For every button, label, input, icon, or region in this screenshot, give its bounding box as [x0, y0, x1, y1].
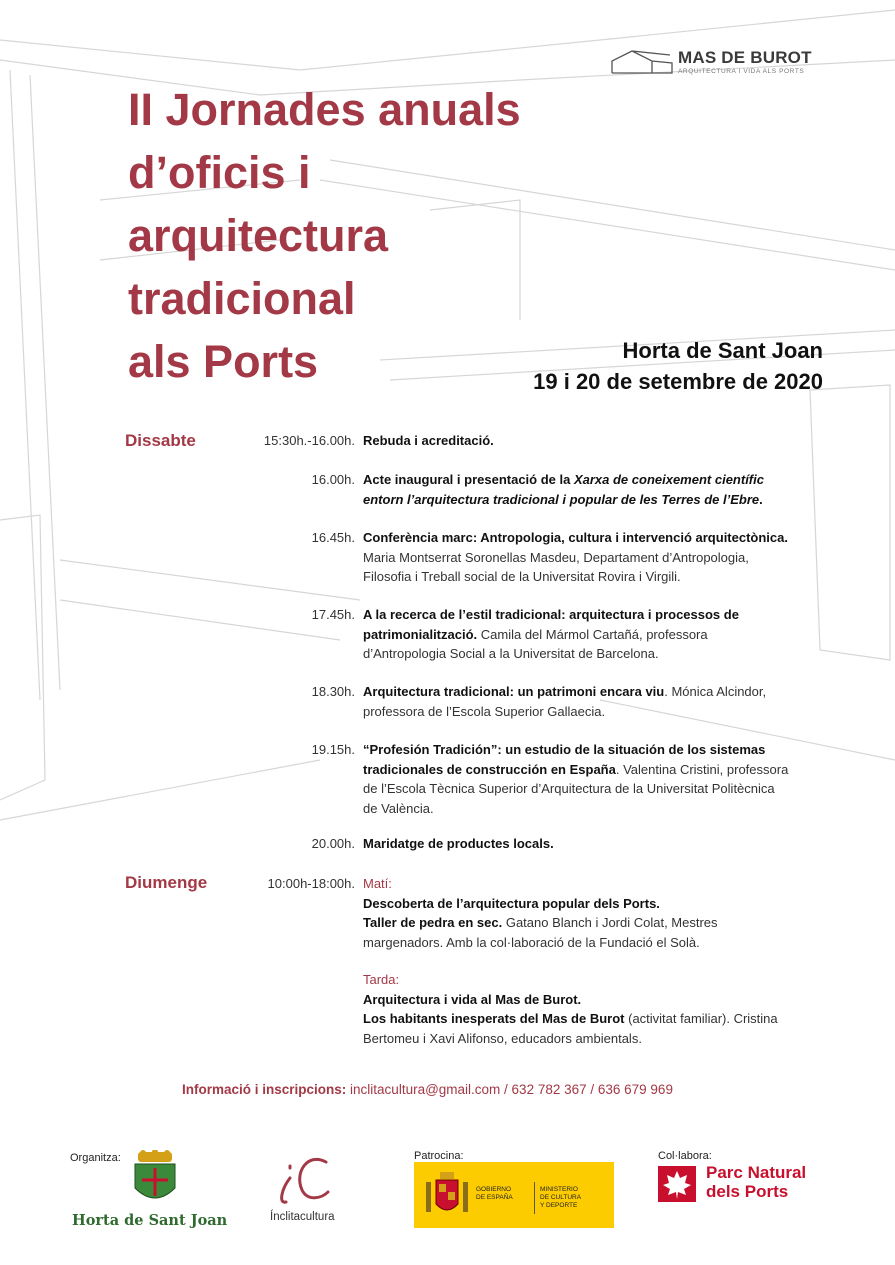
- gov-text-2: MINISTERIO DE CULTURA Y DEPORTE: [540, 1186, 582, 1209]
- house-icon: [610, 45, 674, 75]
- item-title: patrimonialització.: [363, 626, 478, 642]
- day-sunday: Diumenge: [125, 873, 208, 892]
- item-title: Descoberta de l’arquitectura popular dels Ports.: [363, 895, 660, 911]
- gobierno-espana-logo: [414, 1162, 614, 1228]
- item-detail: . Mónica Alcindor,: [664, 684, 767, 699]
- contact-info[interactable]: inclitacultura@gmail.com / 632 782 367 / 636 679 969: [350, 1082, 673, 1097]
- program-item: [363, 834, 823, 854]
- item-detail: Gatano Blanch i Jordi Colat, Mestres: [502, 915, 718, 930]
- item-title: Conferència marc: Antropologia, cultura i intervenció arquitectònica.: [363, 530, 788, 545]
- item-title: “Profesión Tradición”: un estudio de la situación de los sistemas: [363, 742, 766, 757]
- title-line: tradicional: [128, 273, 356, 324]
- item-detail: margenadors. Amb la col·laboració de la Fundació el Solà.: [363, 934, 700, 950]
- item-detail: professora de l’Escola Superior Gallaecia.: [363, 703, 606, 719]
- item-time: 20.00h.: [311, 836, 355, 851]
- horta-name: Horta de Sant Joan: [72, 1212, 228, 1229]
- parc-natural-logo: [657, 1163, 827, 1205]
- item-title: Arquitectura i vida al Mas de Burot.: [363, 991, 582, 1007]
- organitza-label: Organitza:: [70, 1152, 121, 1164]
- item-title-italic: entorn l’arquitectura tradicional i popular de les Terres de l’Ebre: [363, 491, 760, 507]
- program-item: [363, 605, 823, 664]
- parc-name-2: dels Ports: [706, 1182, 789, 1201]
- item-detail: de l’Escola Tècnica Superior d’Arquitectura de la Universitat Politècnica: [363, 781, 775, 796]
- item-time: 16.00h.: [311, 472, 355, 487]
- program-item: [363, 682, 823, 721]
- item-title-end: .: [759, 491, 763, 507]
- title-line: als Ports: [128, 336, 319, 387]
- item-time: 19.15h.: [311, 742, 355, 757]
- program-item: [363, 740, 823, 818]
- program-item: [363, 874, 823, 952]
- day-saturday: Dissabte: [125, 431, 196, 450]
- program-item: [363, 970, 823, 1048]
- item-detail: Camila del Mármol Cartañá, professora: [477, 626, 708, 642]
- program-item: [363, 528, 823, 587]
- item-time: 10:00h-18:00h.: [267, 876, 355, 891]
- event-place: Horta de Sant Joan: [622, 338, 823, 363]
- item-title: Acte inaugural i presentació de la: [363, 472, 574, 487]
- item-title-italic: Xarxa de coneixement científic: [573, 472, 764, 487]
- item-title: Los habitants inesperats del Mas de Burot: [363, 1011, 625, 1026]
- item-detail: (activitat familiar). Cristina: [624, 1011, 778, 1026]
- item-time: 17.45h.: [311, 607, 355, 622]
- item-title: Maridatge de productes locals.: [363, 836, 554, 851]
- item-detail: de València.: [363, 800, 434, 816]
- title-line: d’oficis i: [128, 147, 311, 198]
- item-detail: Maria Montserrat Soronellas Masdeu, Departament d’Antropologia,: [363, 549, 749, 565]
- item-detail: . Valentina Cristini, professora: [615, 761, 789, 777]
- item-title: A la recerca de l’estil tradicional: arquitectura i processos de: [363, 607, 739, 622]
- info-label: Informació i inscripcions:: [182, 1082, 347, 1097]
- program-item: [363, 470, 823, 509]
- item-time: 18.30h.: [311, 684, 355, 699]
- item-title: Rebuda i acreditació.: [363, 433, 494, 448]
- patrocina-label: Patrocina:: [414, 1150, 464, 1162]
- inclitacultura-logo: [268, 1152, 348, 1230]
- morning-label: Matí:: [363, 876, 392, 891]
- event-date: 19 i 20 de setembre de 2020: [533, 369, 823, 394]
- ic-monogram-icon: [268, 1152, 348, 1208]
- horta-de-sant-joan-logo: [72, 1150, 242, 1230]
- item-time: 15:30h.-16.00h.: [263, 433, 355, 448]
- inclita-name: Ínclitacultura: [270, 1211, 335, 1223]
- coat-of-arms-icon: [72, 1150, 242, 1212]
- parc-name-1: Parc Natural: [706, 1163, 807, 1182]
- event-title: [128, 78, 521, 393]
- title-line: arquitectura: [128, 210, 389, 261]
- afternoon-label: Tarda:: [363, 972, 400, 987]
- gov-text-1: GOBIERNO DE ESPAÑA: [476, 1186, 513, 1201]
- maple-leaf-icon: [657, 1165, 697, 1203]
- item-title: Taller de pedra en sec.: [363, 915, 503, 930]
- gov-divider: [534, 1182, 535, 1214]
- mas-de-burot-tagline: ARQUITECTURA I VIDA ALS PORTS: [678, 68, 805, 75]
- title-line: II Jornades anuals: [128, 84, 521, 135]
- mas-de-burot-logo: [610, 45, 825, 77]
- info-line: [182, 1082, 673, 1097]
- item-detail: d’Antropologia Social a la Universitat de Barcelona.: [363, 646, 659, 661]
- item-time: 16.45h.: [311, 530, 355, 545]
- item-detail: Bertomeu i Xavi Alifonso, educadors ambientals.: [363, 1030, 642, 1046]
- spanish-coat-of-arms-icon: [422, 1168, 472, 1224]
- item-title: tradicionales de construcción en España: [363, 761, 616, 777]
- item-detail: Filosofia i Treball social de la Universitat Rovira i Virgili.: [363, 569, 681, 584]
- mas-de-burot-name: MAS DE BUROT: [678, 48, 812, 67]
- colabora-label: Col·labora:: [658, 1150, 712, 1162]
- program-item: [363, 431, 823, 451]
- item-title: Arquitectura tradicional: un patrimoni encara viu: [363, 684, 665, 699]
